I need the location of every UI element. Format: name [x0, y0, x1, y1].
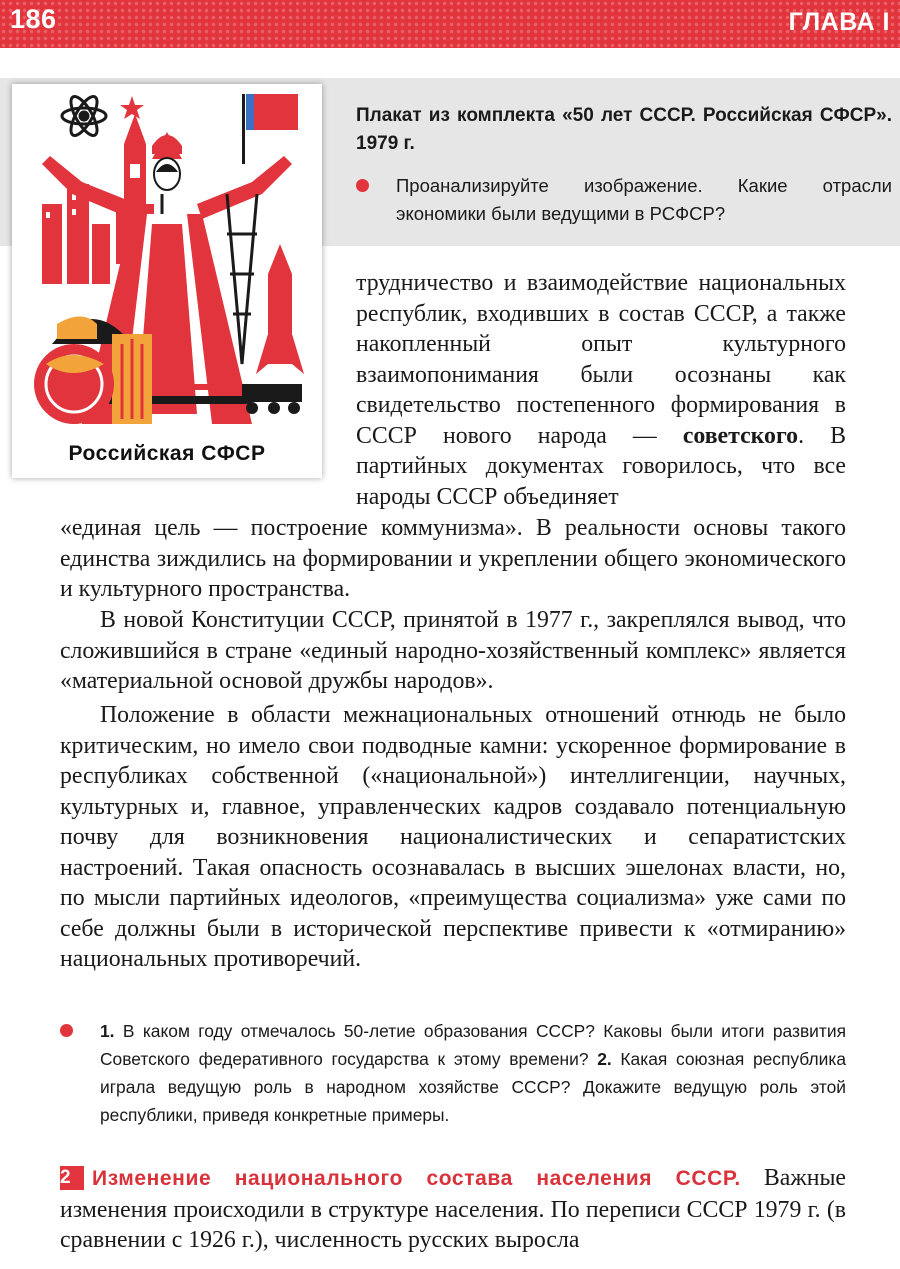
- poster-label: Российская СФСР: [68, 442, 266, 465]
- review-questions: [100, 1017, 846, 1129]
- paragraph-1-start: трудничество и взаимодействие национальных республик, входивших в состав СССР, а также накопленный опыт культурного взаимопонимания были осознаны как свидетельство постепенного формирования в СССР нового народа —: [356, 270, 846, 449]
- wheat-icon: [112, 334, 152, 424]
- question-1: В каком году отмечалось 50-летие образования СССР? Каковы были итоги развития Советского федеративного государства к этому времени?: [100, 1021, 846, 1069]
- page-number: 186: [10, 4, 57, 34]
- poster-image: [12, 84, 322, 478]
- question-bullet-icon: [60, 1024, 73, 1037]
- caption-title: Плакат из комплекта «50 лет СССР. Российская СФСР». 1979 г.: [356, 105, 892, 154]
- rocket-icon: [256, 244, 304, 374]
- bullet-dot-icon: [356, 179, 369, 192]
- paragraph-1-continued: «единая цель — построение коммунизма». В реальности основы такого единства зиждились на формировании и укреплении общего экономического и культурного пространства.: [60, 515, 846, 602]
- paragraph-2: В новой Конституции СССР, принятой в 1977 г., закреплялся вывод, что сложившийся в стране «единый народно-хозяйственный комплекс» является «материальной основой дружбы народов».: [60, 607, 846, 694]
- paragraph-1: [356, 268, 846, 512]
- fish-icon: [34, 344, 114, 424]
- caption-question: Проанализируйте изображение. Какие отрасли экономики были ведущими в РСФСР?: [396, 175, 892, 224]
- section-number-badge: 2: [60, 1166, 84, 1190]
- star-icon: [120, 96, 144, 119]
- page-header: [0, 0, 900, 48]
- question-2: Какая союзная республика играла ведущую роль в народном хозяйстве СССР? Докажите ведущую роль этой республики, приведя конкретные примеры.: [100, 1049, 847, 1125]
- question-2-number: 2.: [597, 1049, 612, 1069]
- paragraph-1-bold-term: советского: [682, 422, 799, 449]
- train-icon: [242, 384, 302, 414]
- poster-illustration: [12, 84, 322, 478]
- paragraph-1-end: . В партийных документах говорилось, что все народы СССР объединяет: [356, 422, 846, 510]
- atom-icon: [62, 93, 106, 139]
- section-text: Важные изменения происходили в структуре населения. По переписи СССР 1979 г. (в сравнении с 1926 г.), численность русских выросла: [60, 1165, 846, 1253]
- paragraph-3: Положение в области межнациональных отношений отнюдь не было критическим, но имело свои подводные камни: ускоренное формирование в республиках собственной («национальной») интеллигенции, научных, культурных и, главное, управленческих кадров создавало потенциальную почву для возникновения националистических и сепаратистских настроений. Такая опасность осознавалась в высших эшелонах власти, но, по мысли партийных идеологов, «преимущества социализма» уже сами по себе должны были в исторической перспективе привести к «отмиранию» национальных противоречий.: [60, 702, 846, 972]
- question-1-number: 1.: [100, 1021, 115, 1041]
- section-title: Изменение национального состава населения СССР.: [92, 1167, 741, 1190]
- flag-icon: [242, 94, 298, 164]
- section-2: [60, 1163, 846, 1256]
- chapter-label: ГЛАВА I: [788, 8, 890, 36]
